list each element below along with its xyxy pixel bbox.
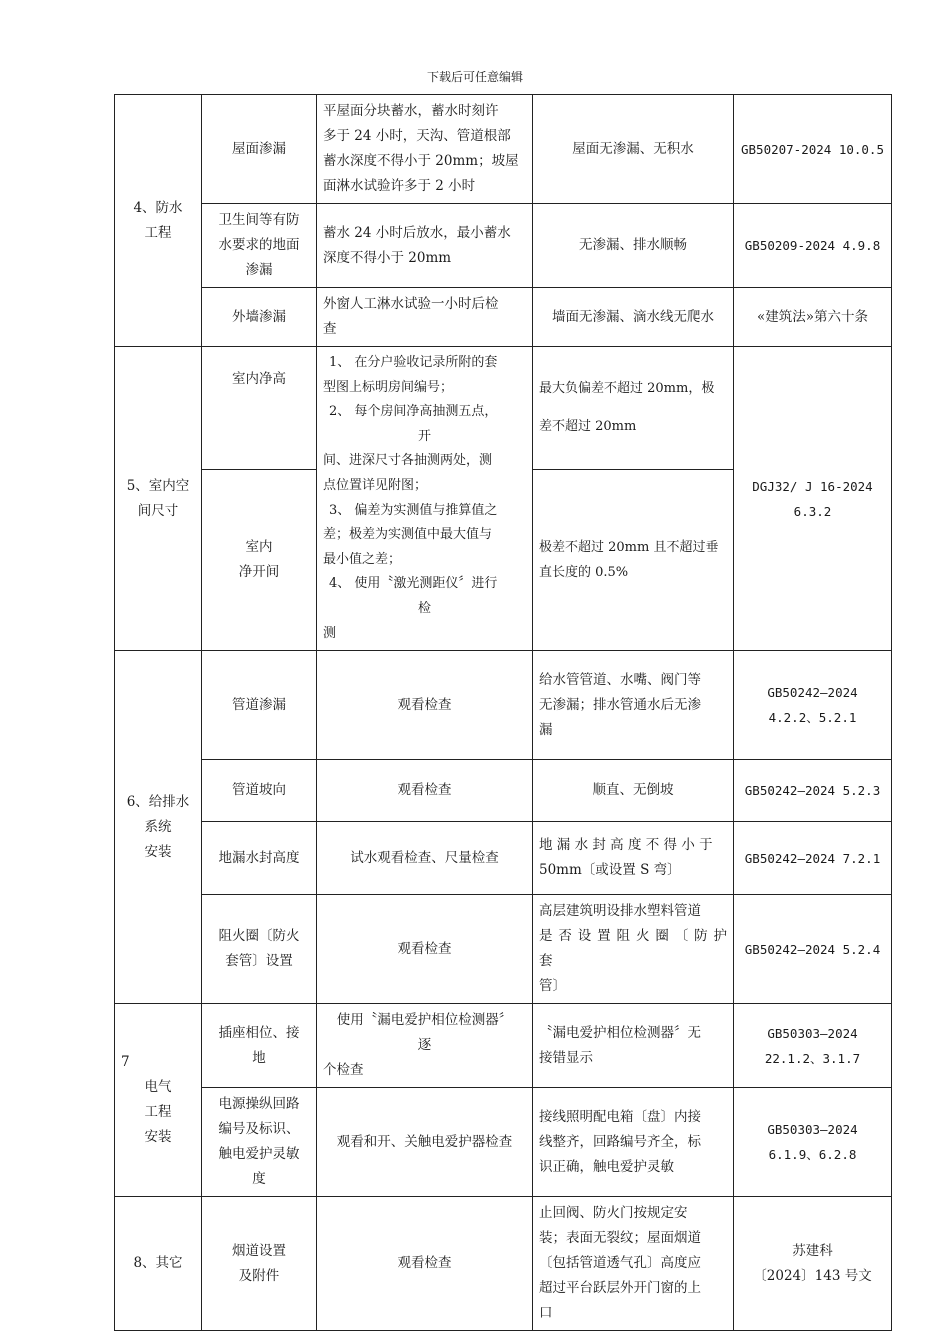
standard-cell: GB50209-2024 4.9.8 [734,204,892,288]
method-cell: 观看检查 [317,651,533,760]
method-cell: 1、 在分户验收记录所附的套 型图上标明房间编号； 2、 每个房间净高抽测五点， 开 间、进深尺寸各抽测两处，测 点位置详见附图； 3、 偏差为实测值与推算值之 差；极差为实测值中最大值与 最小值之差； 4、 使用〝激光测距仪〞进行 检 测 [317,347,533,651]
table-row [115,347,892,470]
category-cell: 4、防水 工程 [115,95,202,347]
requirement-cell: 最大负偏差不超过 20mm，极 差不超过 20mm [533,347,734,470]
standard-cell: GB50207-2024 10.0.5 [734,95,892,204]
table-row [115,1088,892,1197]
requirement-cell: 高层建筑明设排水塑料管道 是 否 设 置 阻 火 圈 〔 防 护 套 管〕 [533,895,734,1004]
requirement-cell: 接线照明配电箱〔盘〕内接 线整齐，回路编号齐全，标 识正确，触电爱护灵敏 [533,1088,734,1197]
table-row [115,1197,892,1331]
inspection-table [114,94,892,1331]
category-cell: 5、室内空 间尺寸 [115,347,202,651]
standard-cell: GB50242—2024 5.2.3 [734,760,892,822]
method-cell: 试水观看检查、尺量检查 [317,822,533,895]
requirement-cell: 无渗漏、排水顺畅 [533,204,734,288]
method-cell: 蓄水 24 小时后放水，最小蓄水 深度不得小于 20mm [317,204,533,288]
method-cell: 平屋面分块蓄水，蓄水时刻许 多于 24 小时，天沟、管道根部 蓄水深度不得小于 20mm；坡屋 面淋水试验许多于 2 小时 [317,95,533,204]
table-row [115,895,892,1004]
category-cell: 7 电气 工程 安装 [115,1004,202,1197]
standard-cell: 苏建科 〔2024〕143 号文 [734,1197,892,1331]
requirement-cell: 墙面无渗漏、滴水线无爬水 [533,288,734,347]
page-header-note: 下载后可任意编辑 [426,70,523,84]
table-row [115,651,892,760]
item-cell: 管道坡向 [202,760,317,822]
requirement-cell: 顺直、无倒坡 [533,760,734,822]
standard-cell: GB50242—2024 7.2.1 [734,822,892,895]
item-cell: 室内净高 [202,347,317,470]
standard-cell: «建筑法»第六十条 [734,288,892,347]
standard-cell: DGJ32/ J 16-2024 6.3.2 [734,347,892,651]
requirement-cell: 极差不超过 20mm 且不超过垂 直长度的 0.5% [533,470,734,651]
requirement-cell: 屋面无渗漏、无积水 [533,95,734,204]
method-cell: 观看检查 [317,760,533,822]
item-cell: 烟道设置 及附件 [202,1197,317,1331]
requirement-cell: 止回阀、防火门按规定安 装；表面无裂纹；屋面烟道 〔包括管道透气孔〕高度应 超过平台跃层外开门窗的上 口 [533,1197,734,1331]
table-row [115,822,892,895]
method-cell: 使用〝漏电爱护相位检测器〞 逐 个检查 [317,1004,533,1088]
item-cell: 室内 净开间 [202,470,317,651]
table-row [115,1004,892,1088]
table-row [115,95,892,204]
requirement-cell: 〝漏电爱护相位检测器〞无 接错显示 [533,1004,734,1088]
standard-cell: GB50242—2024 4.2.2、5.2.1 [734,651,892,760]
standard-cell: GB50303—2024 22.1.2、3.1.7 [734,1004,892,1088]
standard-cell: GB50242—2024 5.2.4 [734,895,892,1004]
method-cell: 观看检查 [317,1197,533,1331]
item-cell: 地漏水封高度 [202,822,317,895]
item-cell: 阻火圈〔防火 套管〕设置 [202,895,317,1004]
requirement-cell: 地 漏 水 封 高 度 不 得 小 于 50mm〔或设置 S 弯〕 [533,822,734,895]
item-cell: 插座相位、接 地 [202,1004,317,1088]
item-cell: 管道渗漏 [202,651,317,760]
table-row [115,204,892,288]
table-row [115,760,892,822]
category-cell: 6、给排水 系统 安装 [115,651,202,1004]
method-cell: 观看检查 [317,895,533,1004]
method-cell: 观看和开、关触电爱护器检查 [317,1088,533,1197]
standard-cell: GB50303—2024 6.1.9、6.2.8 [734,1088,892,1197]
item-cell: 卫生间等有防 水要求的地面 渗漏 [202,204,317,288]
item-cell: 电源操纵回路 编号及标识、 触电爱护灵敏 度 [202,1088,317,1197]
requirement-cell: 给水管管道、水嘴、阀门等 无渗漏；排水管通水后无渗 漏 [533,651,734,760]
item-cell: 屋面渗漏 [202,95,317,204]
table-row [115,288,892,347]
method-cell: 外窗人工淋水试验一小时后检 查 [317,288,533,347]
category-cell: 8、其它 [115,1197,202,1331]
item-cell: 外墙渗漏 [202,288,317,347]
